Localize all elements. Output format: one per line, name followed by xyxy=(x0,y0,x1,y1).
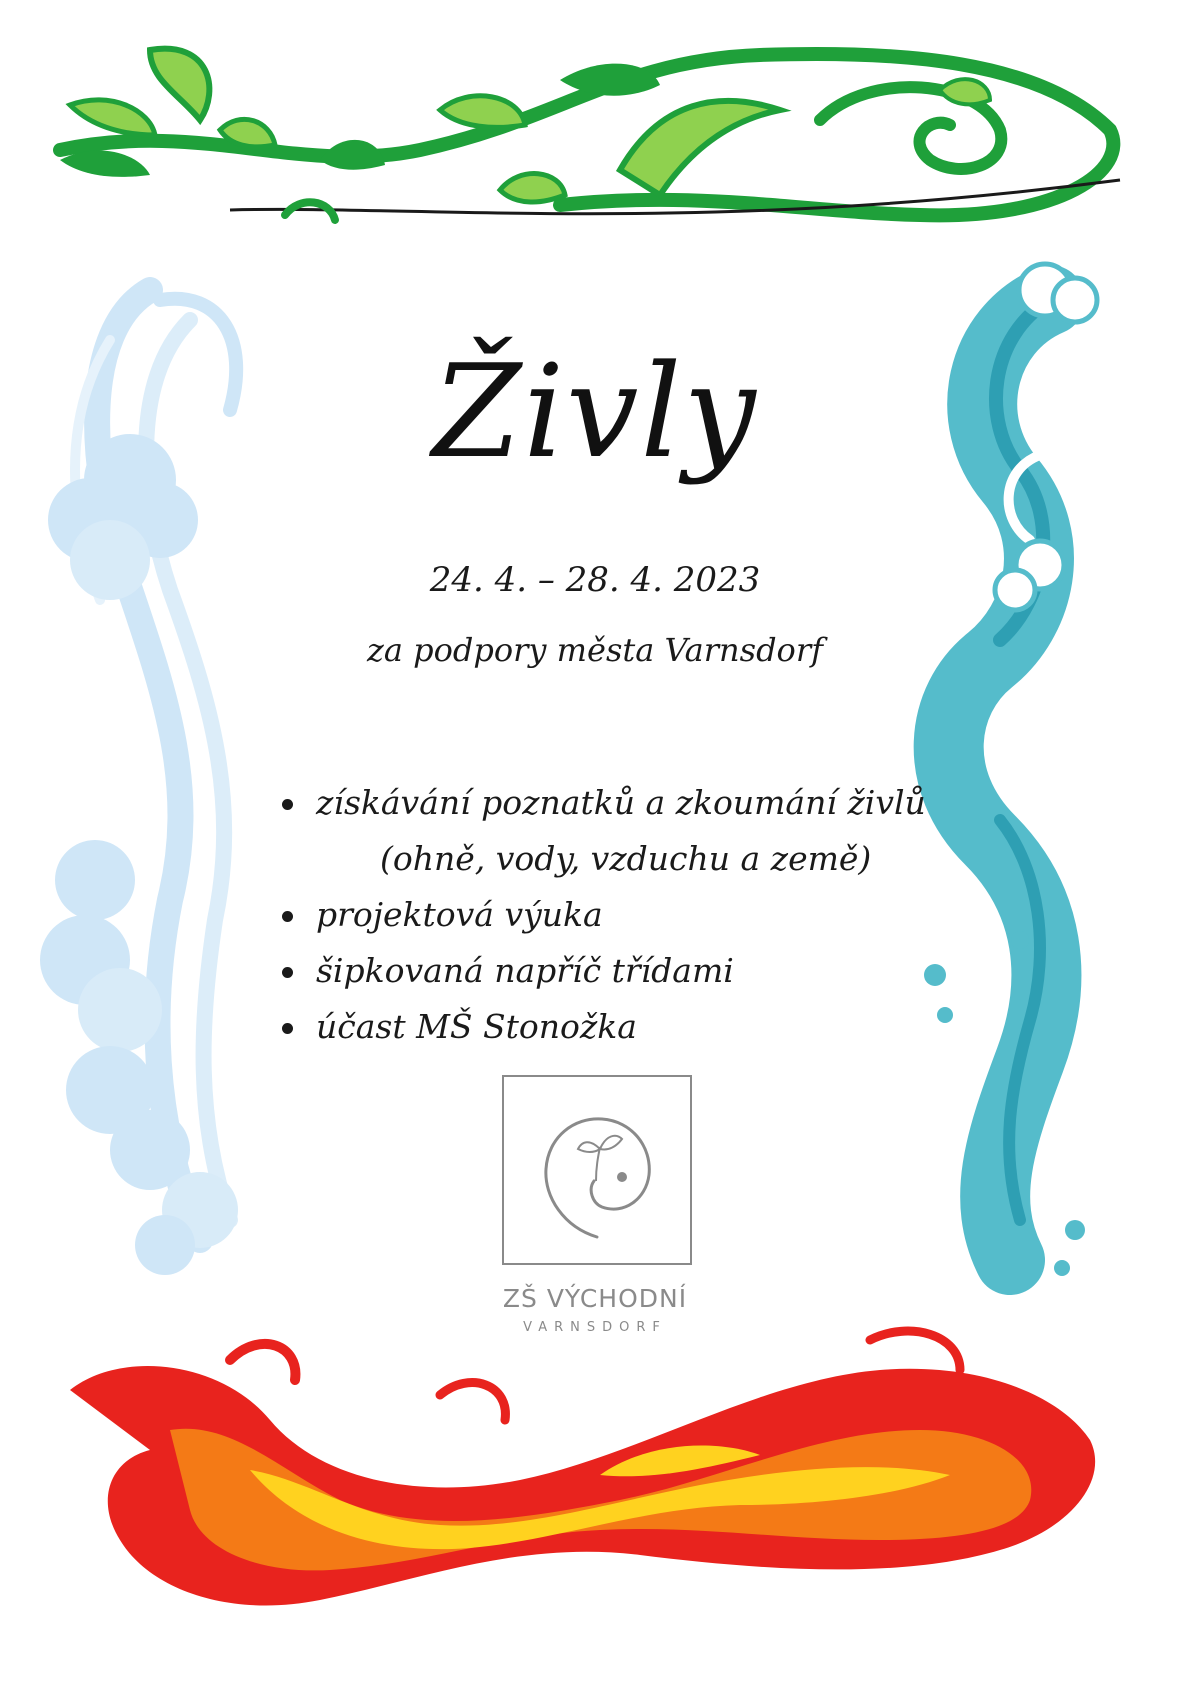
page-title: Živly xyxy=(432,338,758,487)
list-item-text: účast MŠ Stonožka xyxy=(316,1007,637,1046)
list-item xyxy=(280,775,1000,887)
list-item xyxy=(280,999,1000,1055)
leaf-circle-logo-icon xyxy=(504,1077,690,1263)
bullet-icon xyxy=(282,911,293,922)
list-item-text: projektová výuka xyxy=(316,895,603,934)
list-item xyxy=(280,943,1000,999)
school-logo xyxy=(502,1075,692,1265)
list-item-text: získávání poznatků a zkoumání živlů xyxy=(316,783,926,822)
list-item xyxy=(280,887,1000,943)
fire-flame-icon xyxy=(70,1331,1095,1605)
bullet-icon xyxy=(282,799,293,810)
bullet-icon xyxy=(282,1023,293,1034)
logo-city-name: VARNSDORF xyxy=(523,1320,667,1335)
bullet-icon xyxy=(282,967,293,978)
leaf-swirl-icon xyxy=(60,49,1120,220)
logo-school-name: ZŠ VÝCHODNÍ xyxy=(502,1284,688,1313)
activity-list xyxy=(280,775,1000,1055)
list-item-continuation: (ohně, vody, vzduchu a země) xyxy=(380,839,872,878)
support-line: za podpory města Varnsdorf xyxy=(367,631,823,669)
list-item-text: šipkovaná napříč třídami xyxy=(316,951,734,990)
event-dates: 24. 4. – 28. 4. 2023 xyxy=(429,560,761,600)
